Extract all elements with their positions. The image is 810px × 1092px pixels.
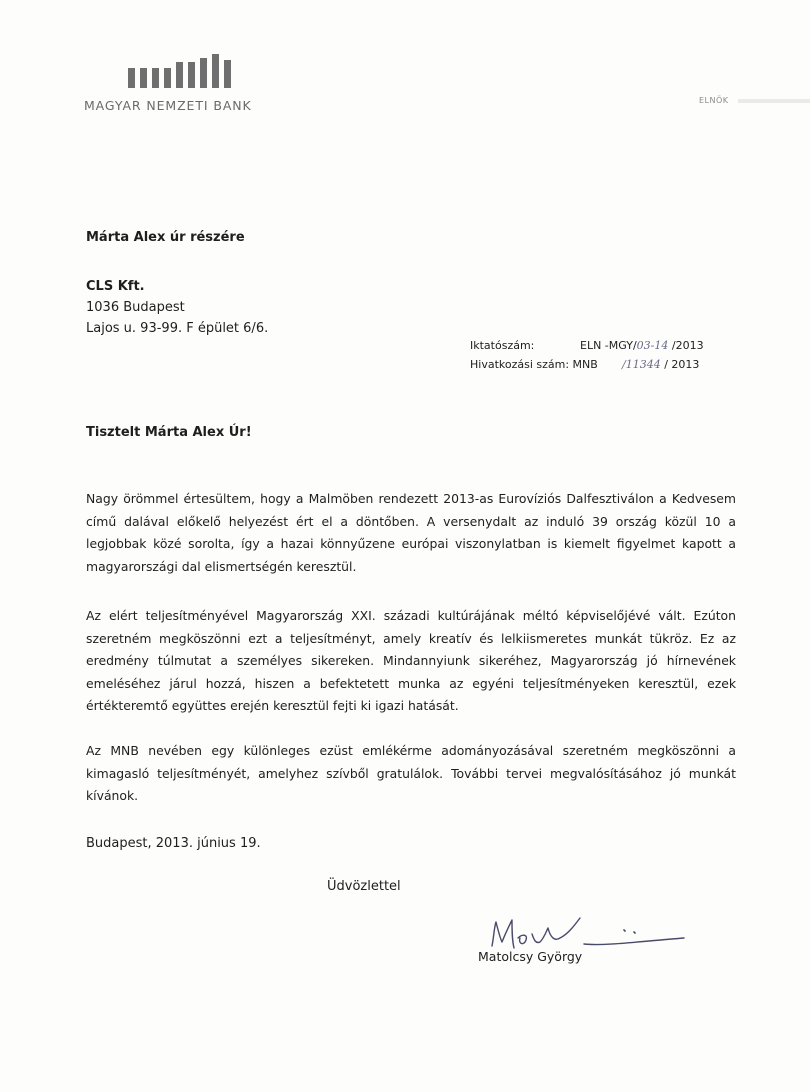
- reference-label: Hivatkozási szám: MNB: [470, 358, 598, 371]
- filing-value: [580, 336, 704, 355]
- office-tag: ELNÖK: [699, 96, 729, 105]
- place-date: Budapest, 2013. június 19.: [86, 836, 261, 851]
- header-divider: [738, 99, 810, 103]
- signer-name: Matolcsy György: [478, 949, 583, 964]
- recipient-address: [86, 276, 268, 339]
- body-paragraph-3: Az MNB nevében egy különleges ezüst emlékérme adományozásával szeretném megköszönni a kimagasló teljesítményét, amelyhez szívből gratulálok. További tervei megvalósításához jó munkát kívánok.: [86, 743, 736, 803]
- closing-greeting: Üdvözlettel: [327, 879, 401, 894]
- mnb-logo: [84, 50, 284, 120]
- recipient-city: 1036 Budapest: [86, 300, 185, 315]
- org-name: MAGYAR NEMZETI BANK: [84, 98, 252, 113]
- salutation: Tisztelt Márta Alex Úr!: [86, 425, 252, 440]
- body-paragraph-2: Az elért teljesítményével Magyarország XXI. századi kultúrájának méltó képviselőjévé vált. Ezúton szeretném megköszönni ezt a teljesítményt, amely kreatív és lelkiismeretes munkát tükröz. Ez az eredmény túlmutat a személyes sikereken. Mindannyiunk sikeréhez, Magyarország jó hírnevének emeléséhez járul hozzá, hiszen a befektetett munka az egyéni teljesítményeken keresztül, ezek értékteremtő együttes erején keresztül fejti ki igazi hatását.: [86, 608, 736, 713]
- filing-handwritten: 03-14: [636, 339, 669, 352]
- recipient-street: Lajos u. 93-99. F épület 6/6.: [86, 321, 269, 336]
- logo-bars-icon: [128, 50, 238, 88]
- recipient-name: Márta Alex úr részére: [86, 230, 245, 245]
- filing-prefix: ELN -MGY/: [580, 339, 637, 352]
- filing-suffix: /2013: [671, 339, 704, 352]
- reference-value: [622, 355, 699, 374]
- body-paragraph-1: Nagy örömmel értesültem, hogy a Malmöben rendezett 2013-as Eurovíziós Dalfesztiválon a Kedvesem című dalával előkelő helyezést ért el a döntőben. A versenydalt az induló 39 ország közül 10 a legjobbak közé sorolta, így a hazai könnyűzene európai viszonylatban is kiemelt figyelmet kapott a magyarországi dal elismertségén keresztül.: [86, 491, 736, 574]
- reference-handwritten: /11344: [622, 358, 661, 371]
- filing-label: Iktatószám:: [470, 339, 535, 352]
- recipient-company: CLS Kft.: [86, 279, 145, 294]
- reference-suffix: / 2013: [664, 358, 700, 371]
